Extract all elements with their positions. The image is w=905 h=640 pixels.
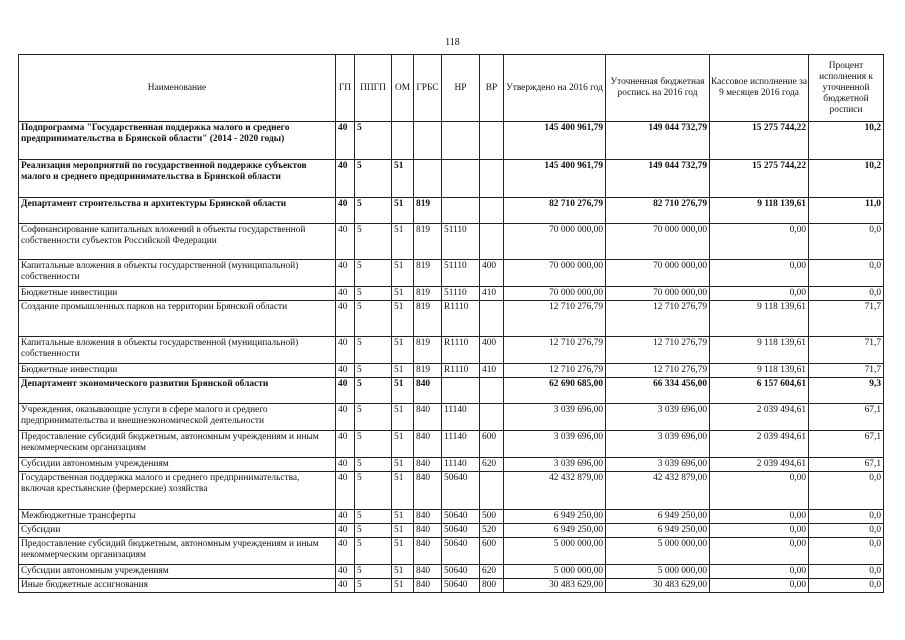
cell-cash: 0,00: [710, 287, 809, 301]
cell-nr: R1110: [442, 301, 480, 337]
table-row: [19, 538, 884, 565]
table-row: [19, 510, 884, 524]
cell-nr: 50640: [442, 565, 480, 579]
cell-cash: 0,00: [710, 224, 809, 260]
cell-nr: 11140: [442, 431, 480, 458]
cell-om: 51: [392, 565, 414, 579]
cell-om: 51: [392, 260, 414, 287]
cell-refined: 82 710 276,79: [606, 198, 710, 224]
cell-gp: 40: [336, 122, 355, 160]
cell-om: 51: [392, 364, 414, 378]
cell-cash: 0,00: [710, 524, 809, 538]
header-percent: Процент исполнения к уточненной бюджетной росписи: [809, 55, 884, 122]
cell-ppgp: 5: [355, 198, 392, 224]
cell-grbs: [414, 122, 442, 160]
cell-grbs: 819: [414, 301, 442, 337]
cell-gp: 40: [336, 301, 355, 337]
table-row: [19, 404, 884, 431]
cell-grbs: 819: [414, 198, 442, 224]
cell-gp: 40: [336, 224, 355, 260]
cell-nr: [442, 378, 480, 404]
cell-refined: 70 000 000,00: [606, 224, 710, 260]
cell-grbs: 840: [414, 579, 442, 593]
cell-vr: [480, 404, 504, 431]
cell-name: Бюджетные инвестиции: [19, 364, 336, 378]
cell-grbs: 840: [414, 404, 442, 431]
table-row: [19, 458, 884, 472]
cell-cash: 0,00: [710, 565, 809, 579]
cell-refined: 3 039 696,00: [606, 458, 710, 472]
cell-om: 51: [392, 524, 414, 538]
cell-grbs: 840: [414, 458, 442, 472]
cell-refined: 3 039 696,00: [606, 431, 710, 458]
cell-percent: 67,1: [809, 404, 884, 431]
cell-nr: [442, 122, 480, 160]
cell-name: Подпрограмма "Государственная поддержка малого и среднего предпринимательства в Брянской области" (2014 - 2020 годы): [19, 122, 336, 160]
cell-ppgp: 5: [355, 260, 392, 287]
cell-grbs: 840: [414, 565, 442, 579]
cell-approved: 12 710 276,79: [504, 364, 606, 378]
cell-approved: 62 690 685,00: [504, 378, 606, 404]
header-name: Наименование: [19, 55, 336, 122]
cell-om: [392, 122, 414, 160]
header-gp: ГП: [336, 55, 355, 122]
cell-vr: [480, 160, 504, 198]
cell-nr: 50640: [442, 472, 480, 510]
cell-approved: 42 432 879,00: [504, 472, 606, 510]
budget-table: [18, 54, 884, 593]
cell-refined: 70 000 000,00: [606, 287, 710, 301]
cell-approved: 12 710 276,79: [504, 337, 606, 364]
cell-percent: 0,0: [809, 260, 884, 287]
cell-cash: 9 118 139,61: [710, 364, 809, 378]
cell-refined: 5 000 000,00: [606, 565, 710, 579]
cell-vr: [480, 301, 504, 337]
cell-name: Реализация мероприятий по государственной поддержке субъектов малого и среднего предпринимательства в Брянской области: [19, 160, 336, 198]
cell-refined: 149 044 732,79: [606, 122, 710, 160]
table-header-row: [19, 55, 884, 122]
cell-refined: 12 710 276,79: [606, 337, 710, 364]
cell-nr: 51110: [442, 260, 480, 287]
cell-ppgp: 5: [355, 160, 392, 198]
cell-vr: 400: [480, 337, 504, 364]
cell-gp: 40: [336, 524, 355, 538]
cell-cash: 0,00: [710, 472, 809, 510]
cell-grbs: 840: [414, 431, 442, 458]
cell-nr: 50640: [442, 510, 480, 524]
cell-approved: 3 039 696,00: [504, 404, 606, 431]
cell-gp: 40: [336, 287, 355, 301]
cell-name: Создание промышленных парков на территории Брянской области: [19, 301, 336, 337]
cell-percent: 0,0: [809, 538, 884, 565]
cell-ppgp: 5: [355, 458, 392, 472]
cell-approved: 70 000 000,00: [504, 260, 606, 287]
table-row: [19, 301, 884, 337]
cell-nr: 51110: [442, 224, 480, 260]
cell-vr: [480, 472, 504, 510]
cell-percent: 11,0: [809, 198, 884, 224]
cell-ppgp: 5: [355, 122, 392, 160]
cell-percent: 71,7: [809, 364, 884, 378]
cell-om: 51: [392, 404, 414, 431]
cell-refined: 12 710 276,79: [606, 301, 710, 337]
cell-percent: 10,2: [809, 160, 884, 198]
cell-percent: 0,0: [809, 472, 884, 510]
cell-refined: 42 432 879,00: [606, 472, 710, 510]
cell-cash: 2 039 494,61: [710, 404, 809, 431]
table-row: [19, 260, 884, 287]
cell-refined: 149 044 732,79: [606, 160, 710, 198]
cell-cash: 0,00: [710, 579, 809, 593]
cell-percent: 0,0: [809, 510, 884, 524]
cell-cash: 15 275 744,22: [710, 160, 809, 198]
cell-nr: R1110: [442, 364, 480, 378]
cell-vr: 400: [480, 260, 504, 287]
cell-approved: 3 039 696,00: [504, 431, 606, 458]
cell-refined: 5 000 000,00: [606, 538, 710, 565]
cell-grbs: 840: [414, 524, 442, 538]
cell-approved: 70 000 000,00: [504, 287, 606, 301]
cell-percent: 0,0: [809, 579, 884, 593]
cell-name: Учреждения, оказывающие услуги в сфере малого и среднего предпринимательства и внешнеэкономической деятельности: [19, 404, 336, 431]
cell-percent: 71,7: [809, 301, 884, 337]
cell-name: Предоставление субсидий бюджетным, автономным учреждениям и иным некоммерческим организациям: [19, 431, 336, 458]
cell-cash: 9 118 139,61: [710, 337, 809, 364]
cell-grbs: 819: [414, 364, 442, 378]
cell-ppgp: 5: [355, 579, 392, 593]
cell-percent: 67,1: [809, 458, 884, 472]
cell-ppgp: 5: [355, 565, 392, 579]
table-row: [19, 378, 884, 404]
cell-nr: 50640: [442, 524, 480, 538]
table-row: [19, 431, 884, 458]
cell-percent: 67,1: [809, 431, 884, 458]
cell-cash: 2 039 494,61: [710, 458, 809, 472]
cell-approved: 6 949 250,00: [504, 510, 606, 524]
header-om: ОМ: [392, 55, 414, 122]
cell-nr: 11140: [442, 458, 480, 472]
cell-gp: 40: [336, 538, 355, 565]
cell-cash: 6 157 604,61: [710, 378, 809, 404]
cell-percent: 0,0: [809, 565, 884, 579]
cell-name: Иные бюджетные ассигнования: [19, 579, 336, 593]
cell-refined: 6 949 250,00: [606, 524, 710, 538]
table-row: [19, 565, 884, 579]
cell-om: 51: [392, 510, 414, 524]
cell-ppgp: 5: [355, 524, 392, 538]
page-number: 118: [445, 37, 460, 48]
header-grbs: ГРБС: [414, 55, 442, 122]
table-row: [19, 524, 884, 538]
cell-cash: 0,00: [710, 260, 809, 287]
cell-om: 51: [392, 287, 414, 301]
cell-ppgp: 5: [355, 364, 392, 378]
table-row: [19, 198, 884, 224]
cell-ppgp: 5: [355, 431, 392, 458]
cell-om: 51: [392, 458, 414, 472]
cell-grbs: 819: [414, 287, 442, 301]
header-cash: Кассовое исполнение за 9 месяцев 2016 года: [710, 55, 809, 122]
cell-vr: 410: [480, 287, 504, 301]
cell-name: Софинансирование капитальных вложений в объекты государственной собственности субъектов Российской Федерации: [19, 224, 336, 260]
cell-grbs: 819: [414, 224, 442, 260]
cell-om: 51: [392, 301, 414, 337]
cell-nr: [442, 160, 480, 198]
cell-cash: 15 275 744,22: [710, 122, 809, 160]
cell-grbs: 840: [414, 538, 442, 565]
cell-gp: 40: [336, 378, 355, 404]
cell-name: Департамент экономического развития Брянской области: [19, 378, 336, 404]
table-row: [19, 122, 884, 160]
cell-gp: 40: [336, 472, 355, 510]
cell-gp: 40: [336, 458, 355, 472]
cell-nr: 50640: [442, 579, 480, 593]
cell-gp: 40: [336, 364, 355, 378]
cell-percent: 10,2: [809, 122, 884, 160]
cell-nr: R1110: [442, 337, 480, 364]
cell-om: 51: [392, 337, 414, 364]
cell-refined: 66 334 456,00: [606, 378, 710, 404]
header-approved: Утверждено на 2016 год: [504, 55, 606, 122]
cell-refined: 70 000 000,00: [606, 260, 710, 287]
cell-vr: 620: [480, 458, 504, 472]
table-row: [19, 472, 884, 510]
cell-gp: 40: [336, 431, 355, 458]
cell-approved: 145 400 961,79: [504, 122, 606, 160]
cell-vr: 520: [480, 524, 504, 538]
table-row: [19, 287, 884, 301]
cell-grbs: 840: [414, 378, 442, 404]
header-refined: Уточненная бюджетная роспись на 2016 год: [606, 55, 710, 122]
cell-om: 51: [392, 160, 414, 198]
cell-approved: 82 710 276,79: [504, 198, 606, 224]
header-nr: НР: [442, 55, 480, 122]
cell-grbs: 819: [414, 260, 442, 287]
cell-approved: 6 949 250,00: [504, 524, 606, 538]
cell-vr: [480, 224, 504, 260]
cell-grbs: [414, 160, 442, 198]
cell-ppgp: 5: [355, 337, 392, 364]
cell-cash: 9 118 139,61: [710, 301, 809, 337]
cell-gp: 40: [336, 404, 355, 431]
cell-name: Капитальные вложения в объекты государственной (муниципальной) собственности: [19, 337, 336, 364]
cell-vr: 620: [480, 565, 504, 579]
cell-approved: 3 039 696,00: [504, 458, 606, 472]
cell-cash: 9 118 139,61: [710, 198, 809, 224]
cell-name: Капитальные вложения в объекты государственной (муниципальной) собственности: [19, 260, 336, 287]
cell-percent: 0,0: [809, 224, 884, 260]
cell-gp: 40: [336, 337, 355, 364]
cell-name: Субсидии автономным учреждениям: [19, 565, 336, 579]
cell-om: 51: [392, 224, 414, 260]
cell-approved: 5 000 000,00: [504, 538, 606, 565]
cell-refined: 12 710 276,79: [606, 364, 710, 378]
cell-approved: 145 400 961,79: [504, 160, 606, 198]
table-row: [19, 579, 884, 593]
cell-gp: 40: [336, 260, 355, 287]
cell-name: Бюджетные инвестиции: [19, 287, 336, 301]
cell-om: 51: [392, 472, 414, 510]
cell-nr: 51110: [442, 287, 480, 301]
cell-refined: 6 949 250,00: [606, 510, 710, 524]
cell-name: Департамент строительства и архитектуры Брянской области: [19, 198, 336, 224]
cell-vr: 600: [480, 431, 504, 458]
table-row: [19, 224, 884, 260]
cell-gp: 40: [336, 510, 355, 524]
cell-cash: 0,00: [710, 510, 809, 524]
cell-approved: 30 483 629,00: [504, 579, 606, 593]
cell-ppgp: 5: [355, 404, 392, 431]
cell-om: 51: [392, 431, 414, 458]
header-vr: ВР: [480, 55, 504, 122]
cell-vr: 600: [480, 538, 504, 565]
cell-refined: 3 039 696,00: [606, 404, 710, 431]
cell-cash: 2 039 494,61: [710, 431, 809, 458]
cell-percent: 0,0: [809, 287, 884, 301]
cell-grbs: 840: [414, 472, 442, 510]
cell-gp: 40: [336, 198, 355, 224]
cell-percent: 0,0: [809, 524, 884, 538]
cell-vr: 410: [480, 364, 504, 378]
cell-name: Государственная поддержка малого и среднего предпринимательства, включая крестьянские (фермерские) хозяйства: [19, 472, 336, 510]
cell-percent: 71,7: [809, 337, 884, 364]
table-row: [19, 337, 884, 364]
cell-om: 51: [392, 198, 414, 224]
cell-om: 51: [392, 579, 414, 593]
cell-grbs: 819: [414, 337, 442, 364]
cell-ppgp: 5: [355, 510, 392, 524]
cell-cash: 0,00: [710, 538, 809, 565]
cell-nr: 50640: [442, 538, 480, 565]
cell-nr: 11140: [442, 404, 480, 431]
cell-name: Межбюджетные трансферты: [19, 510, 336, 524]
cell-vr: [480, 378, 504, 404]
cell-gp: 40: [336, 160, 355, 198]
cell-ppgp: 5: [355, 287, 392, 301]
cell-vr: [480, 122, 504, 160]
cell-ppgp: 5: [355, 224, 392, 260]
cell-vr: 500: [480, 510, 504, 524]
table-row: [19, 160, 884, 198]
cell-name: Субсидии автономным учреждениям: [19, 458, 336, 472]
cell-om: 51: [392, 378, 414, 404]
cell-vr: [480, 198, 504, 224]
cell-approved: 70 000 000,00: [504, 224, 606, 260]
cell-nr: [442, 198, 480, 224]
cell-name: Субсидии: [19, 524, 336, 538]
cell-vr: 800: [480, 579, 504, 593]
cell-ppgp: 5: [355, 472, 392, 510]
header-ppgp: ППГП: [355, 55, 392, 122]
cell-ppgp: 5: [355, 301, 392, 337]
cell-gp: 40: [336, 579, 355, 593]
table-row: [19, 364, 884, 378]
cell-ppgp: 5: [355, 378, 392, 404]
cell-refined: 30 483 629,00: [606, 579, 710, 593]
cell-name: Предоставление субсидий бюджетным, автономным учреждениям и иным некоммерческим организациям: [19, 538, 336, 565]
cell-om: 51: [392, 538, 414, 565]
cell-approved: 5 000 000,00: [504, 565, 606, 579]
cell-approved: 12 710 276,79: [504, 301, 606, 337]
cell-percent: 9,3: [809, 378, 884, 404]
cell-gp: 40: [336, 565, 355, 579]
cell-grbs: 840: [414, 510, 442, 524]
cell-ppgp: 5: [355, 538, 392, 565]
